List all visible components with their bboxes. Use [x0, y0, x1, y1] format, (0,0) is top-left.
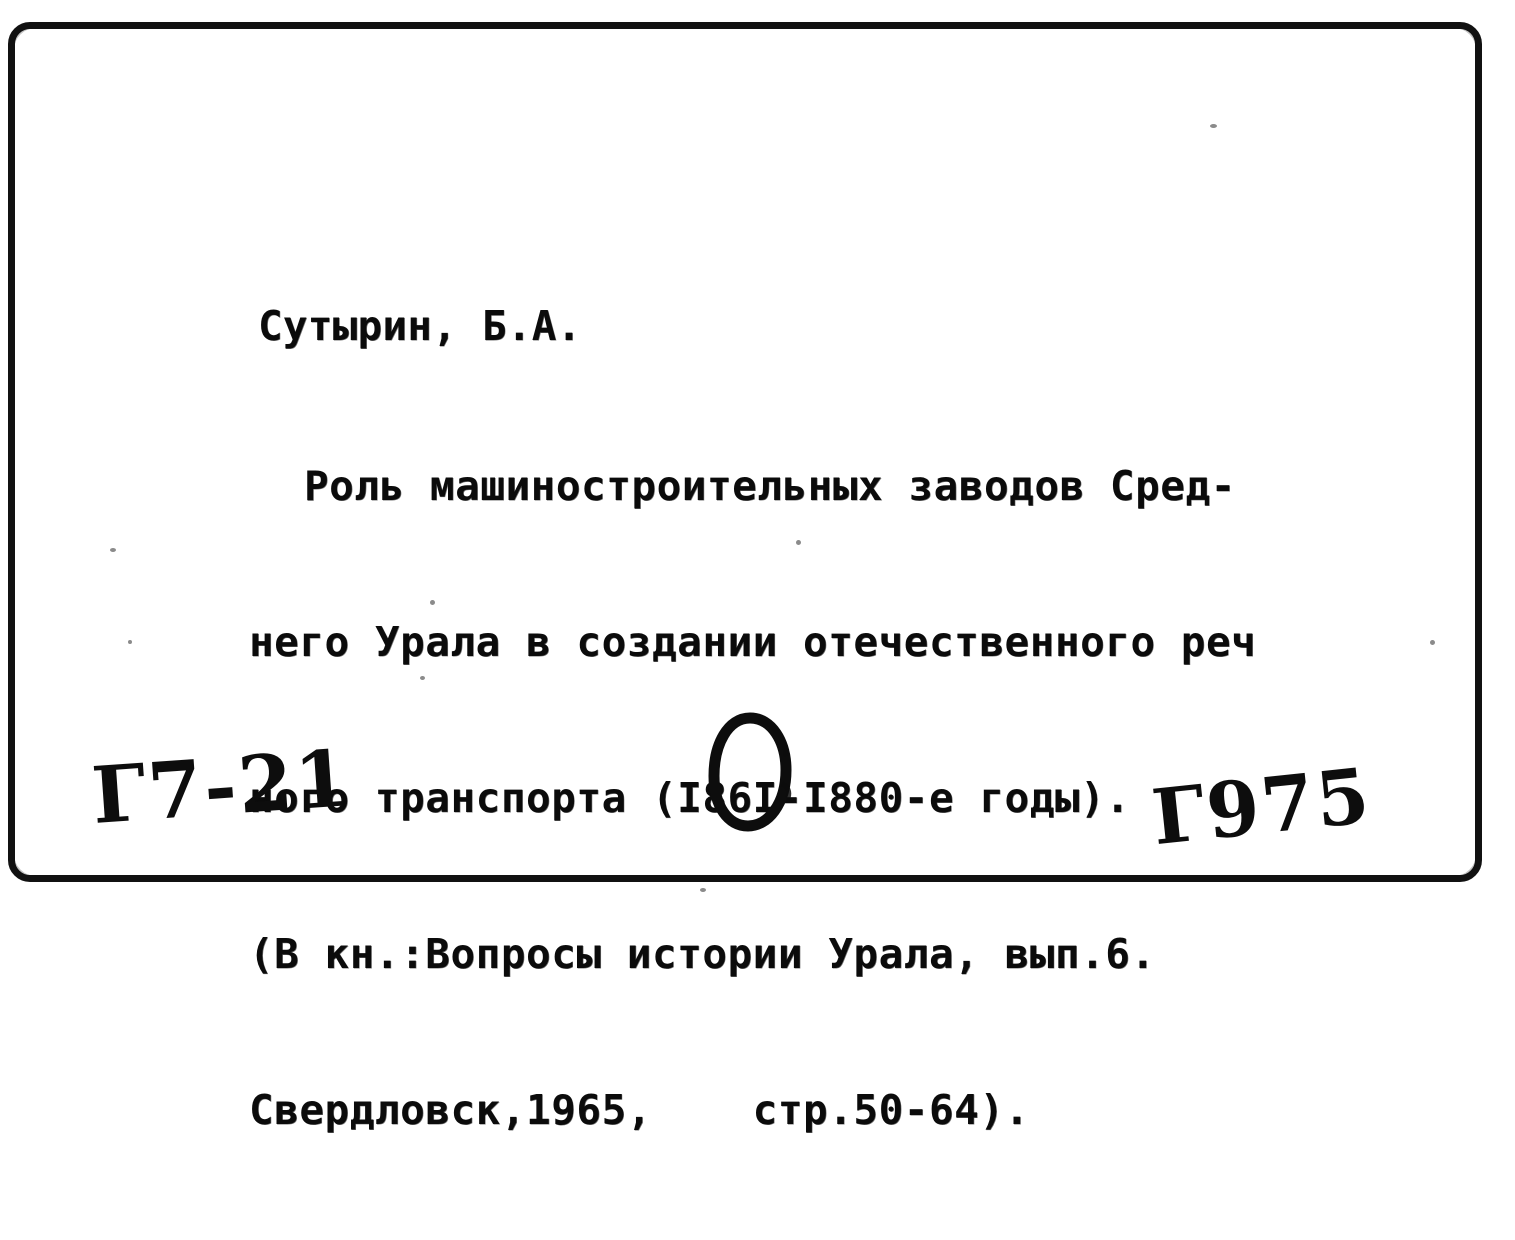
- scan-speck: [420, 676, 425, 680]
- ink-stamp-icon: [706, 712, 792, 834]
- entry-title-line-3: ного транспорта (I86I-I880-е годы).: [249, 774, 1131, 822]
- entry-title-line-2: него Урала в создании отечественного реч: [249, 618, 1257, 666]
- right-shelfmark: Г975: [1147, 750, 1376, 863]
- scan-speck: [1210, 124, 1217, 128]
- entry-source-line-1: (В кн.:Вопросы истории Урала, вып.6.: [249, 930, 1156, 978]
- catalogue-entry: [249, 196, 1488, 1240]
- entry-author: Сутырин, Б.А.: [258, 302, 582, 350]
- scan-speck: [1430, 640, 1435, 645]
- scan-speck: [110, 548, 116, 552]
- entry-source-line-2: Свердловск,1965, стр.50-64).: [249, 1086, 1030, 1134]
- scan-speck: [796, 540, 801, 545]
- scan-speck: [700, 888, 706, 892]
- entry-title-line-1: Роль машиностроительных заводов Сред-: [304, 462, 1236, 510]
- scan-speck: [128, 640, 132, 644]
- left-shelfmark: Г7-21: [89, 733, 354, 842]
- scan-speck: [430, 600, 435, 605]
